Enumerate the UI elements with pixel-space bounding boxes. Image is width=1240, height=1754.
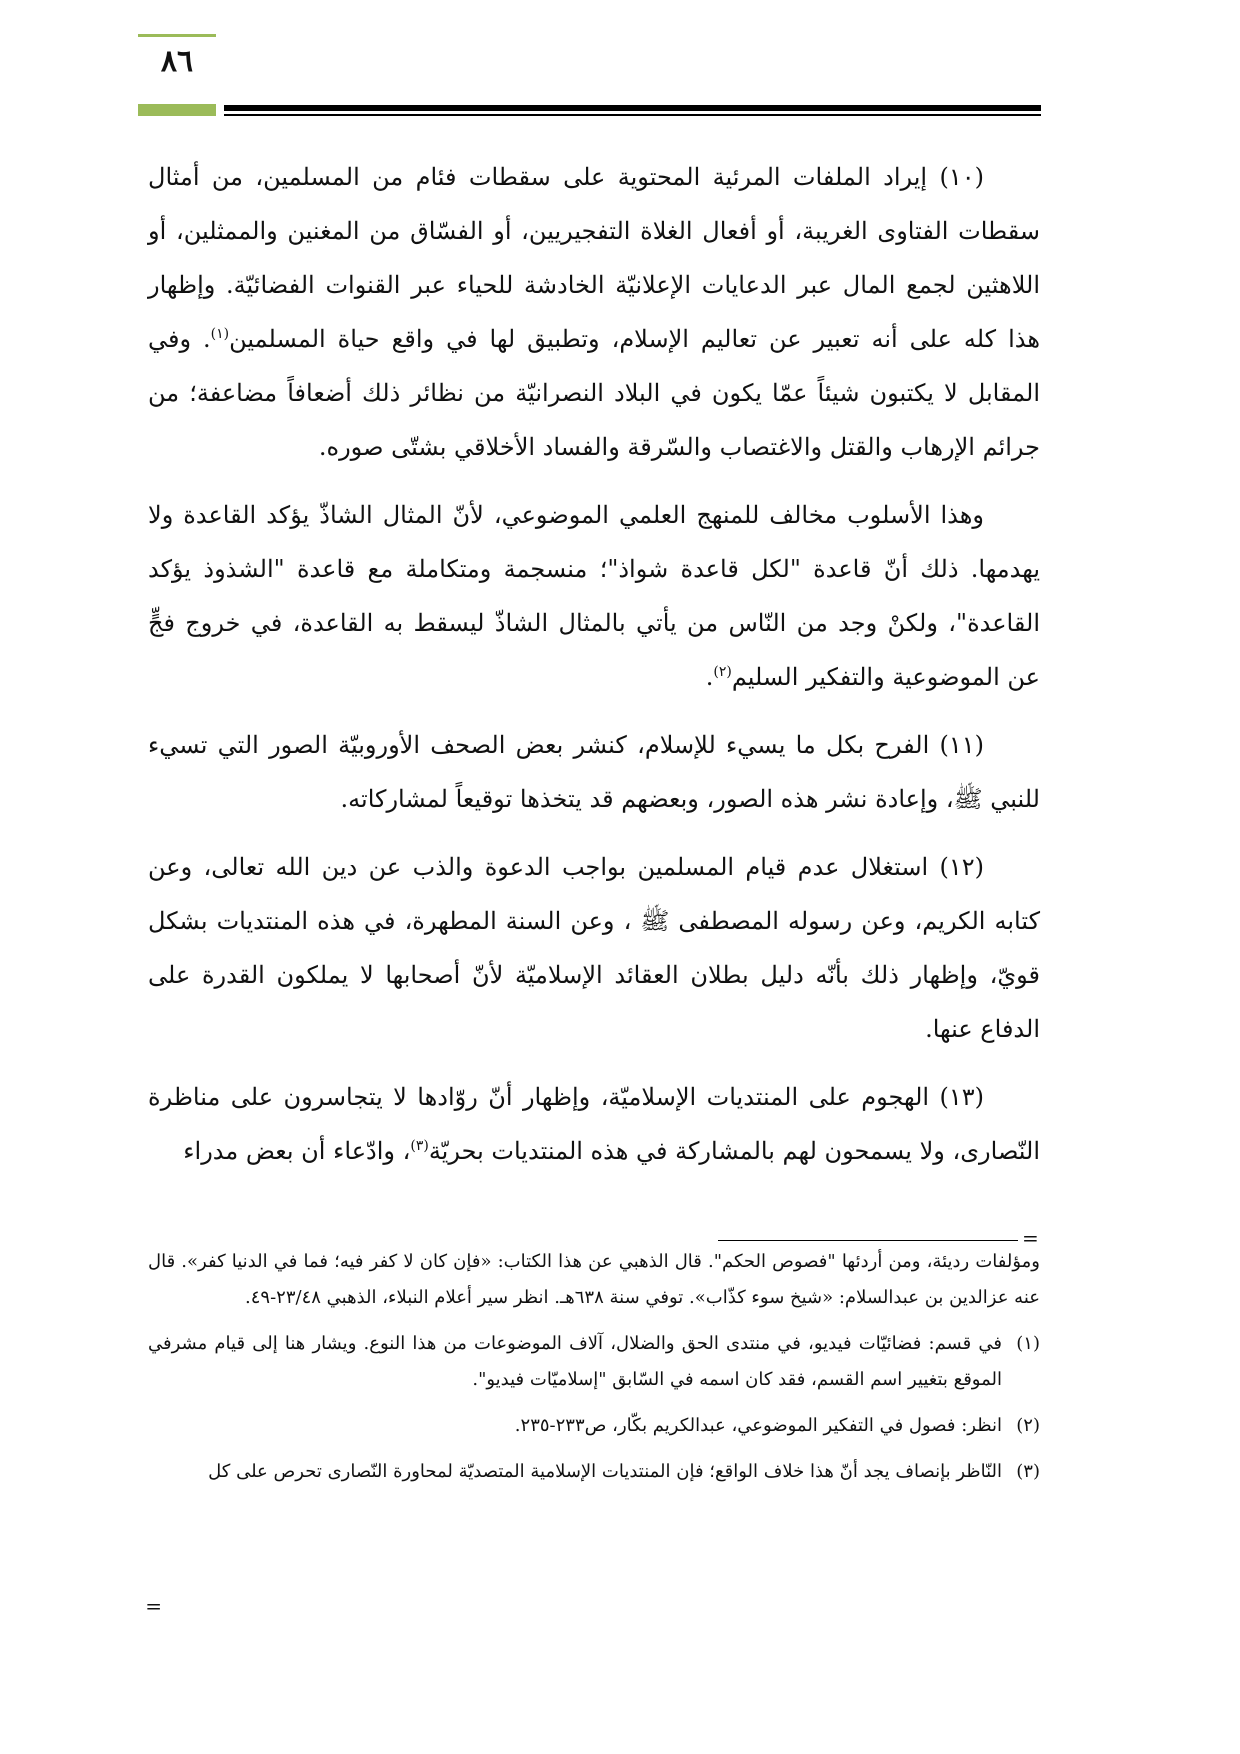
footnote-1 [148, 1326, 1040, 1398]
footnote-text: النّاظر بإنصاف يجد أنّ هذا خلاف الواقع؛ فإن المنتديات الإسلامية المتصديّة لمحاورة النّصارى تحرص على كل [208, 1461, 1002, 1482]
footnote-separator [718, 1240, 1018, 1241]
footnote-3 [148, 1454, 1040, 1490]
footnote-text: في قسم: فضائيّات فيديو، في منتدى الحق والضلال، آلاف الموضوعات من هذا النوع. ويشار هنا إلى قيام مشرفي الموقع بتغيير اسم القسم، فقد كان اسمه في السّابق "إسلاميّات فيديو". [148, 1333, 1002, 1390]
footnote-number: (١) [1016, 1333, 1040, 1354]
footnote-continuation: ومؤلفات رديئة، ومن أردئها "فصوص الحكم". قال الذهبي عن هذا الكتاب: «فإن كان لا كفر فيه؛ فما في الدنيا كفر». قال عنه عزالدين بن عبدالسلام: «شيخ سوء كذّاب». توفي سنة ٦٣٨هـ. انظر سير أعلام النبلاء، الذهبي ٢٣/٤٨-٤٩. [148, 1251, 1040, 1308]
paragraph-13: (١٣) الهجوم على المنتديات الإسلاميّة، وإظهار أنّ روّادها لا يتجاسرون على مناظرة النّصارى، ولا يسمحون لهم بالمشاركة في هذه المنتديات بحريّة$^{(٣)}$، وادّعاء أن بعض مدراء [148, 1083, 1040, 1165]
main-text [148, 150, 1040, 1192]
footnote-2 [148, 1408, 1040, 1444]
paragraph-12: (١٢) استغلال عدم قيام المسلمين بواجب الدعوة والذب عن دين الله تعالى، وعن كتابه الكريم، وعن رسوله المصطفى ﷺ ، وعن السنة المطهرة، في هذه المنتديات بشكل قويّ، وإظهار ذلك بأنّه دليل بطلان العقائد الإسلاميّة لأنّ أصحابها لا يملكون القدرة على الدفاع عنها. [148, 853, 1040, 1043]
footnote-text: انظر: فصول في التفكير الموضوعي، عبدالكريم بكّار، ص٢٣٣-٢٣٥. [514, 1415, 1002, 1436]
footnote-continuation-mark: = [1022, 1226, 1039, 1250]
header-accent-bottom [138, 104, 216, 116]
footnote-number: (٣) [1016, 1461, 1040, 1482]
page-number: ٨٦ [160, 44, 194, 79]
header-rule-thin [224, 114, 1041, 116]
paragraph-10: (١٠) إيراد الملفات المرئية المحتوية على سقطات فئام من المسلمين، من أمثال سقطات الفتاوى الغريبة، أو أفعال الغلاة التفجيريين، أو الفسّاق من المغنين والممثلين، أو اللاهثين لجمع المال عبر الدعايات الإعلانيّة الخادشة للحياء عبر القنوات الفضائيّة. وإظهار هذا كله على أنه تعبير عن تعاليم الإسلام، وتطبيق لها في واقع حياة المسلمين$^{(١)}$. وفي المقابل لا يكتبون شيئاً عمّا يكون في البلاد النصرانيّة من نظائر ذلك أضعافاً مضاعفة؛ من جرائم الإرهاب والقتل والاغتصاب والسّرقة والفساد الأخلاقي بشتّى صوره. [148, 163, 1040, 461]
paragraph-method: وهذا الأسلوب مخالف للمنهج العلمي الموضوعي، لأنّ المثال الشاذّ يؤكد القاعدة ولا يهدمها. ذلك أنّ قاعدة "لكل قاعدة شواذ"؛ منسجمة ومتكاملة مع قاعدة "الشذوذ يؤكد القاعدة"، ولكنْ وجد من النّاس من يأتي بالمثال الشاذّ ليسقط به القاعدة، في خروج فجٍّ عن الموضوعية والتفكير السليم$^{(٢)}$. [148, 501, 1040, 691]
header-rule-thick [224, 105, 1041, 111]
footnote-number: (٢) [1016, 1415, 1040, 1436]
paragraph-11: (١١) الفرح بكل ما يسيء للإسلام، كنشر بعض الصحف الأوروبيّة الصور التي تسيء للنبي ﷺ، وإعادة نشر هذه الصور، وبعضهم قد يتخذها توقيعاً لمشاركاته. [148, 731, 1040, 813]
footnotes [148, 1244, 1040, 1500]
footnote-ref-2: (٢) [713, 664, 732, 680]
footnote-ref-1: (١) [210, 326, 230, 342]
header-accent-top [138, 34, 216, 37]
footnote-ref-3: (٣) [410, 1138, 429, 1154]
footnote-end-mark: = [145, 1594, 162, 1618]
